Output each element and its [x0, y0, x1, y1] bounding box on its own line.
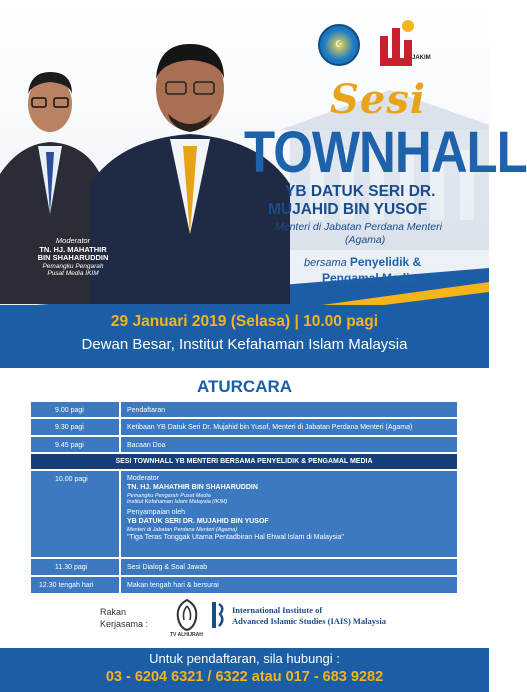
row-desc: Ketibaan YB Datuk Seri Dr. Mujahid bin Yusof, Menteri di Jabatan Perdana Menteri (Agama) [127, 424, 413, 431]
presenter-title: Menteri di Jabatan Perdana Menteri (Agama) [127, 526, 238, 533]
row-time: 11.30 pagi [31, 559, 121, 575]
moderator-name-line2: BIN SHAHARUDDIN [37, 253, 109, 263]
sesi-heading: Sesi [330, 76, 427, 123]
speaker-name-line2: MUJAHID BIN YUSOF [268, 201, 428, 218]
bersama-highlight: Penyelidik & [349, 255, 422, 269]
row-time: 9.00 pagi [31, 402, 121, 417]
tv-alhijrah-text: TV ALHIJRAH [170, 632, 203, 638]
partners-label-line2: Kerjasama : [100, 619, 149, 630]
row-desc: Makan tengah hari & bersurai [127, 582, 219, 589]
aturcara-title: ATURCARA [196, 377, 293, 396]
row-time: 9.45 pagi [31, 437, 121, 452]
moderator-title-line1: Pemangku Pengarah [42, 262, 104, 270]
bersama-line [304, 255, 421, 269]
presenter-label: Penyampaian oleh [127, 509, 185, 517]
table-row [31, 577, 457, 595]
moderator-title-line2: Pusat Media IKIM [47, 270, 99, 278]
moderator-title1: Pemangku Pengarah Pusat Media [127, 492, 211, 499]
moderator-role: Moderator [55, 236, 91, 245]
row-time: 9.30 pagi [31, 419, 121, 435]
row-time: 12.30 tengah hari [31, 577, 121, 593]
speaker-name-line1: YB DATUK SERI DR. [285, 183, 436, 200]
schedule-table [31, 402, 457, 595]
table-row-main-session [31, 471, 457, 559]
row-desc: Pendaftaran [127, 407, 166, 414]
table-row [31, 419, 457, 437]
moderator-name-line1: TN. HJ. MAHATHIR [39, 244, 107, 254]
row-time: 10.00 pagi [31, 471, 121, 557]
event-date-time: 29 Januari 2019 (Selasa) | 10.00 pagi [110, 313, 379, 330]
table-row [31, 559, 457, 577]
ikim-seal-icon: ☪ [318, 24, 360, 66]
moderator-label: Moderator [127, 475, 159, 482]
partners-label [100, 606, 148, 630]
session-header: SESI TOWNHALL YB MENTERI BERSAMA PENYELIDIK & PENGAMAL MEDIA [31, 454, 457, 471]
iais-logo-icon [210, 600, 226, 630]
presenter-name: YB DATUK SERI DR. MUJAHID BIN YUSOF [127, 518, 269, 525]
contact-phones[interactable]: 03 - 6204 6321 / 6322 atau 017 - 683 9282 [105, 669, 384, 685]
row-desc [121, 471, 457, 557]
jakim-logo-text: JAKIM [412, 55, 431, 61]
bersama-line2: Pengamal Media [322, 271, 417, 285]
registration-text: Untuk pendaftaran, sila hubungi : [149, 651, 340, 666]
table-row [31, 437, 457, 454]
event-venue: Dewan Besar, Institut Kefahaman Islam Malaysia [81, 336, 408, 353]
talk-title: "Tiga Teras Tonggak Utama Pentadbiran Hal Ehwal Islam di Malaysia" [127, 533, 344, 541]
speaker-title-line2: (Agama) [345, 234, 386, 246]
townhall-heading: TOWNHALL [244, 119, 527, 185]
iais-name-line1: International Institute of [232, 605, 323, 615]
moderator-title2: Institut Kefahaman Islam Malaysia (IKIM) [127, 499, 228, 506]
bersama-prefix: bersama [304, 257, 347, 269]
hero-banner [0, 0, 527, 305]
speaker-title-line1: Menteri di Jabatan Perdana Menteri [275, 221, 442, 233]
jakim-logo-icon [376, 18, 422, 70]
moderator-caption [28, 237, 118, 278]
iais-name-line2: Advanced Islamic Studies (IAIS) Malaysia [232, 616, 386, 626]
table-row [31, 402, 457, 419]
partners-label-line1: Rakan [100, 607, 127, 617]
moderator-name: TN. HJ. MAHATHIR BIN SHAHARUDDIN [127, 483, 258, 491]
row-desc: Bacaan Doa [127, 442, 166, 449]
row-desc: Sesi Dialog & Soal Jawab [127, 564, 208, 571]
tv-alhijrah-logo-icon [172, 598, 202, 632]
